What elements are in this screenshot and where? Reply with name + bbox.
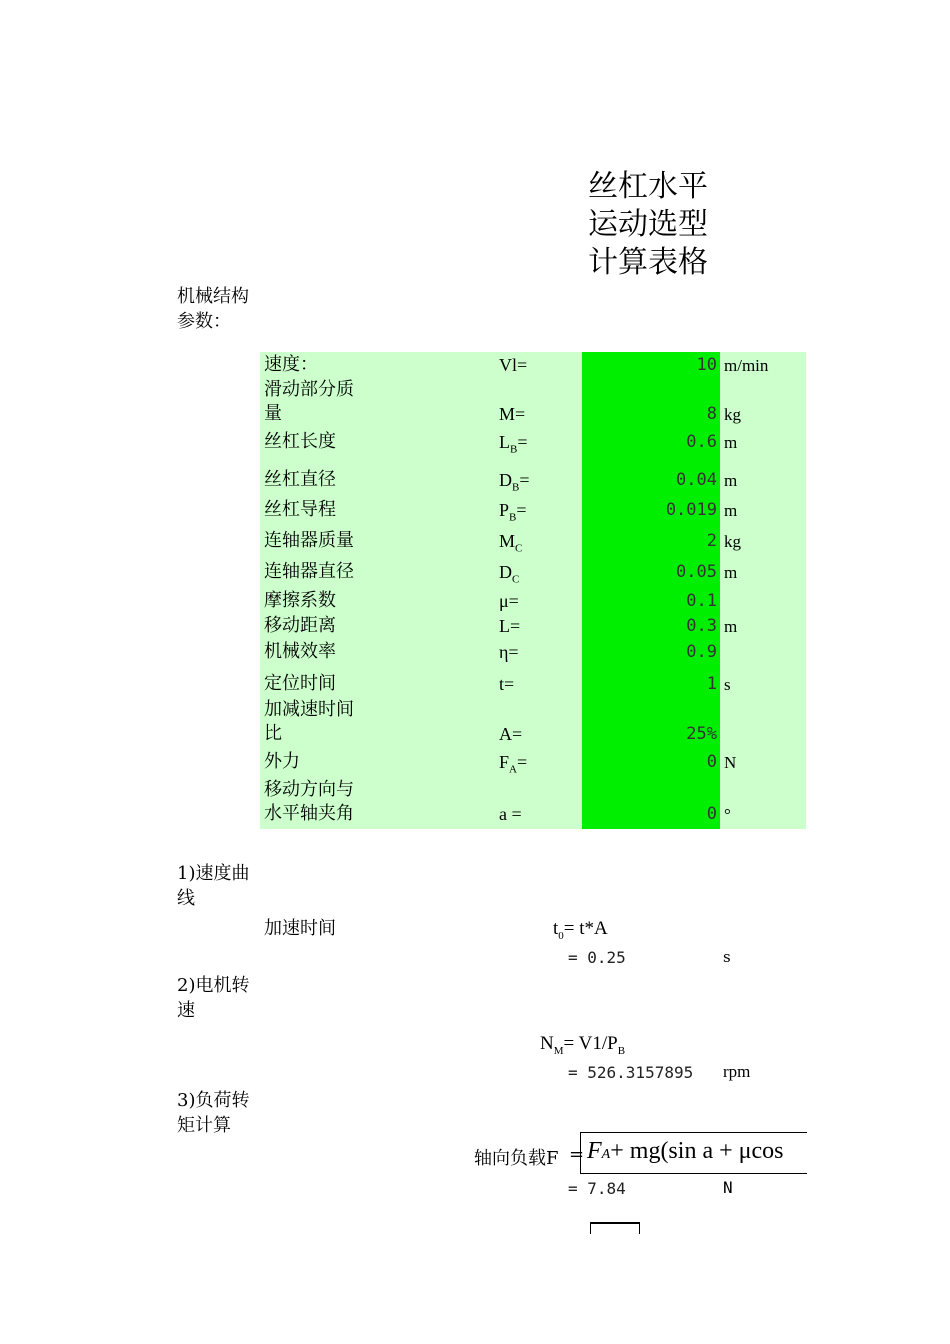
param-value-input[interactable]: 8 (706, 404, 717, 424)
param-unit: N (724, 753, 737, 772)
param-symbol-sub: B (510, 443, 518, 456)
param-symbol-main: M (499, 531, 516, 551)
param-unit: m (724, 433, 738, 452)
param-unit: kg (724, 532, 741, 551)
param-label (264, 353, 318, 377)
param-symbol (499, 672, 514, 696)
title-line-3: 计算表格 (588, 245, 708, 280)
param-symbol-sub: C (512, 573, 520, 586)
param-label-line: 滑动部分质 (264, 379, 354, 400)
param-unit: s (724, 675, 731, 694)
param-symbol (499, 430, 528, 462)
param-label (264, 750, 300, 774)
param-symbol-suffix: = (517, 432, 528, 452)
param-label-line: 外力 (264, 751, 300, 772)
param-symbol-main: μ= (499, 591, 519, 611)
param-symbol (499, 402, 525, 426)
param-symbol (499, 498, 527, 530)
param-label (264, 529, 354, 553)
param-symbol-suffix: = (516, 752, 528, 772)
param-symbol (499, 353, 527, 377)
sec1-result: = 0.25 (568, 948, 626, 967)
param-symbol-sub: A (509, 763, 517, 776)
param-unit: ° (724, 805, 731, 824)
param-label-line: 定位时间 (264, 673, 336, 694)
param-unit: m (724, 563, 738, 582)
param-symbol-main: F (499, 752, 510, 772)
param-symbol-suffix: = (516, 500, 527, 520)
param-symbol (499, 589, 519, 613)
param-value-input[interactable]: 2 (706, 531, 717, 551)
sec2-formula-sub: B (617, 1044, 626, 1057)
param-value-input[interactable]: 0 (706, 752, 717, 772)
sec3-heading-line-1: 3)负荷转 (177, 1090, 250, 1111)
param-value-input[interactable]: 0.05 (676, 562, 717, 582)
param-label-line: 水平轴夹角 (264, 803, 354, 824)
param-label (264, 468, 336, 492)
page-title (588, 168, 708, 282)
param-label-line: 连轴器直径 (264, 561, 354, 582)
sec1-heading-line-2: 线 (177, 888, 195, 909)
param-symbol-main: t= (499, 674, 515, 694)
param-label (264, 614, 336, 638)
title-line-1: 丝杠水平 (588, 169, 708, 204)
param-symbol-main: D (499, 470, 512, 490)
sec2-unit: rpm (723, 1062, 751, 1081)
sec2-lhs: N (540, 1033, 554, 1054)
param-value-input[interactable]: 0 (706, 804, 717, 824)
param-unit: m (724, 471, 738, 490)
param-symbol (499, 750, 527, 782)
param-label (264, 430, 336, 454)
param-symbol-main: η= (499, 642, 519, 662)
param-symbol-main: D (499, 562, 512, 582)
param-unit: kg (724, 405, 741, 424)
param-label (264, 640, 336, 664)
param-value-input[interactable]: 0.6 (686, 432, 717, 452)
sec2-heading-line-1: 2)电机转 (177, 975, 250, 996)
param-symbol-main: L (499, 432, 510, 452)
param-symbol-suffix: = (519, 470, 530, 490)
param-label (264, 560, 354, 584)
param-value-input[interactable]: 0.3 (686, 616, 717, 636)
sec3-heading (177, 1088, 249, 1138)
param-label (264, 698, 354, 746)
sec1-heading-line-1: 1)速度曲 (177, 863, 250, 884)
param-symbol-sub: C (515, 542, 523, 555)
sec3-result: = 7.84 (568, 1179, 626, 1198)
sec3-formula (587, 1136, 783, 1170)
param-symbol (499, 722, 522, 746)
sec3-formula-sub: A (601, 1147, 611, 1162)
sec1-unit: s (723, 948, 731, 966)
param-value-input[interactable]: 10 (696, 355, 717, 375)
param-value-input[interactable]: 0.04 (676, 470, 717, 490)
sec3-eq: = (569, 1144, 585, 1165)
param-label-line: 机械效率 (264, 641, 336, 662)
title-line-2: 运动选型 (588, 207, 708, 242)
param-value-input[interactable]: 0.019 (665, 500, 717, 520)
param-label-line: 加减速时间 (264, 699, 354, 720)
param-symbol-main: A= (499, 724, 523, 744)
param-symbol (499, 614, 520, 638)
param-symbol-main: M= (499, 404, 526, 424)
sec3-label: 轴向负载F (474, 1148, 559, 1169)
sec2-heading (177, 973, 249, 1023)
param-label-line: 丝杠导程 (264, 499, 336, 520)
sec2-formula-text: = V1/P (563, 1033, 618, 1054)
param-symbol (499, 468, 530, 500)
sec2-formula (540, 1032, 625, 1063)
param-label-line: 摩擦系数 (264, 590, 336, 611)
param-unit: m (724, 501, 738, 520)
param-unit: m (724, 617, 738, 636)
sec1-lhs: t (553, 918, 559, 939)
param-symbol (499, 802, 522, 826)
param-label (264, 589, 336, 613)
param-label (264, 672, 336, 696)
param-label-line: 丝杠直径 (264, 469, 336, 490)
param-value-input[interactable]: 1 (706, 674, 717, 694)
sec1-lhs-sub: 0 (558, 929, 564, 942)
next-formula-box-top (590, 1222, 640, 1234)
param-symbol-main: a = (499, 804, 522, 824)
sec3-heading-line-2: 矩计算 (177, 1115, 231, 1136)
param-symbol (499, 640, 519, 664)
param-label-line: 连轴器质量 (264, 530, 354, 551)
param-symbol-main: Vl= (499, 355, 528, 375)
param-label-line: 丝杠长度 (264, 431, 336, 452)
section-mech-line-1: 机械结构 (177, 286, 249, 307)
param-value-input[interactable]: 0.1 (686, 591, 717, 611)
param-label (264, 778, 354, 826)
sec3-formula-main: F (587, 1138, 602, 1164)
param-label-line: 量 (264, 403, 282, 424)
section-mech-heading (177, 284, 249, 334)
param-label (264, 378, 354, 426)
sec1-formula-text: = t*A (563, 918, 608, 939)
sec2-heading-line-2: 速 (177, 1000, 195, 1021)
param-symbol-sub: B (509, 511, 517, 524)
param-symbol-main: P (499, 500, 510, 520)
param-label-line: 比 (264, 723, 282, 744)
param-unit: m/min (724, 356, 769, 375)
param-symbol-sub: B (512, 481, 520, 494)
sec1-label: 加速时间 (264, 918, 336, 939)
sec2-result: = 526.3157895 (568, 1063, 694, 1082)
param-symbol (499, 529, 522, 561)
param-symbol (499, 560, 519, 592)
sec3-unit: N (723, 1178, 733, 1197)
sec1-formula (553, 917, 608, 948)
param-label-line: 移动距离 (264, 615, 336, 636)
param-value-input[interactable]: 0.9 (686, 642, 717, 662)
param-symbol-main: L= (499, 616, 521, 636)
sec3-formula-rest: + mg(sin a + μcos (610, 1138, 784, 1164)
section-mech-line-2: 参数： (177, 311, 231, 332)
param-label-line: 速度： (264, 354, 318, 375)
sec1-heading (177, 861, 249, 911)
param-label (264, 498, 336, 522)
sec2-lhs-sub: M (553, 1044, 564, 1057)
param-value-input[interactable]: 25% (686, 724, 717, 744)
param-label-line: 移动方向与 (264, 779, 354, 800)
